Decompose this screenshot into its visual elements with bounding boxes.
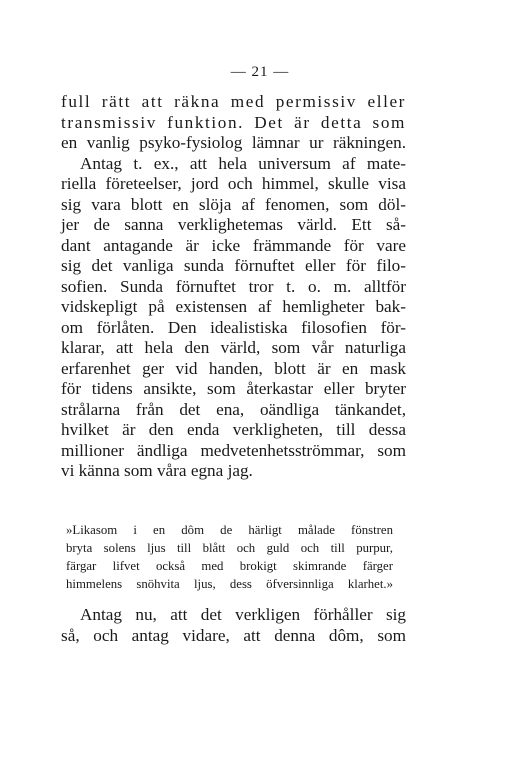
page-number: — 21 —	[230, 64, 290, 80]
text-line: erfarenhet ger vid handen, blott är en mask	[61, 358, 406, 378]
text-line: om förlåten. Den idealistiska filosofien för-	[61, 317, 406, 337]
paragraph-1	[61, 92, 406, 154]
text-line: sig vara blott en slöja af fenomen, som döl-	[61, 194, 406, 214]
text-line: sig det vanliga sunda förnuftet eller för filo-	[61, 256, 406, 275]
text-line: Antag t. ex., att hela universum af mate-	[80, 153, 406, 173]
text-line: dant antagande är icke främmande för vare	[61, 235, 406, 255]
paragraph-2	[61, 154, 406, 482]
quote-line: »Likasom i en dôm de härligt målade fönstren	[66, 523, 393, 537]
text-line: så, och antag vidare, att denna dôm, som	[61, 626, 406, 645]
verse-quote	[66, 521, 393, 593]
text-line: vi känna som våra egna jag.	[61, 461, 253, 480]
text-line: riella företeelser, jord och himmel, skulle visa	[61, 174, 406, 193]
text-line: strålarna från det ena, oändliga tänkandet,	[61, 399, 406, 419]
paragraph-3	[61, 604, 406, 646]
quote-line: färgar lifvet också med brokigt skimrande färger	[66, 559, 393, 573]
text-line: en vanlig psyko-fysiolog lämnar ur räkningen.	[61, 133, 406, 152]
quote-line: bryta solens ljus till blått och guld och till purpur,	[66, 541, 393, 555]
quote-line: himmelens snöhvita ljus, dess öfversinnliga klarhet.»	[66, 577, 393, 591]
text-line: klarar, att hela den värld, som vår naturliga	[61, 338, 406, 357]
text-line: Antag nu, att det verkligen förhåller sig	[80, 605, 406, 624]
text-line: för tidens ansikte, som återkastar eller bryter	[61, 379, 406, 398]
main-text	[61, 92, 406, 482]
text-line: millioner ändliga medvetenhetsströmmar, som	[61, 440, 406, 460]
text-line: full rätt att räkna med permissiv eller	[61, 92, 406, 111]
text-line: vidskepligt på existensen af hemligheter bak-	[61, 297, 406, 316]
text-line: jer de sanna verklighetemas värld. Ett så-	[61, 215, 406, 234]
text-line: sofien. Sunda förnuftet tror t. o. m. alltför	[61, 276, 406, 296]
text-line: hvilket är den enda verkligheten, till dessa	[61, 420, 406, 439]
text-line: transmissiv funktion. Det är detta som	[61, 112, 406, 132]
